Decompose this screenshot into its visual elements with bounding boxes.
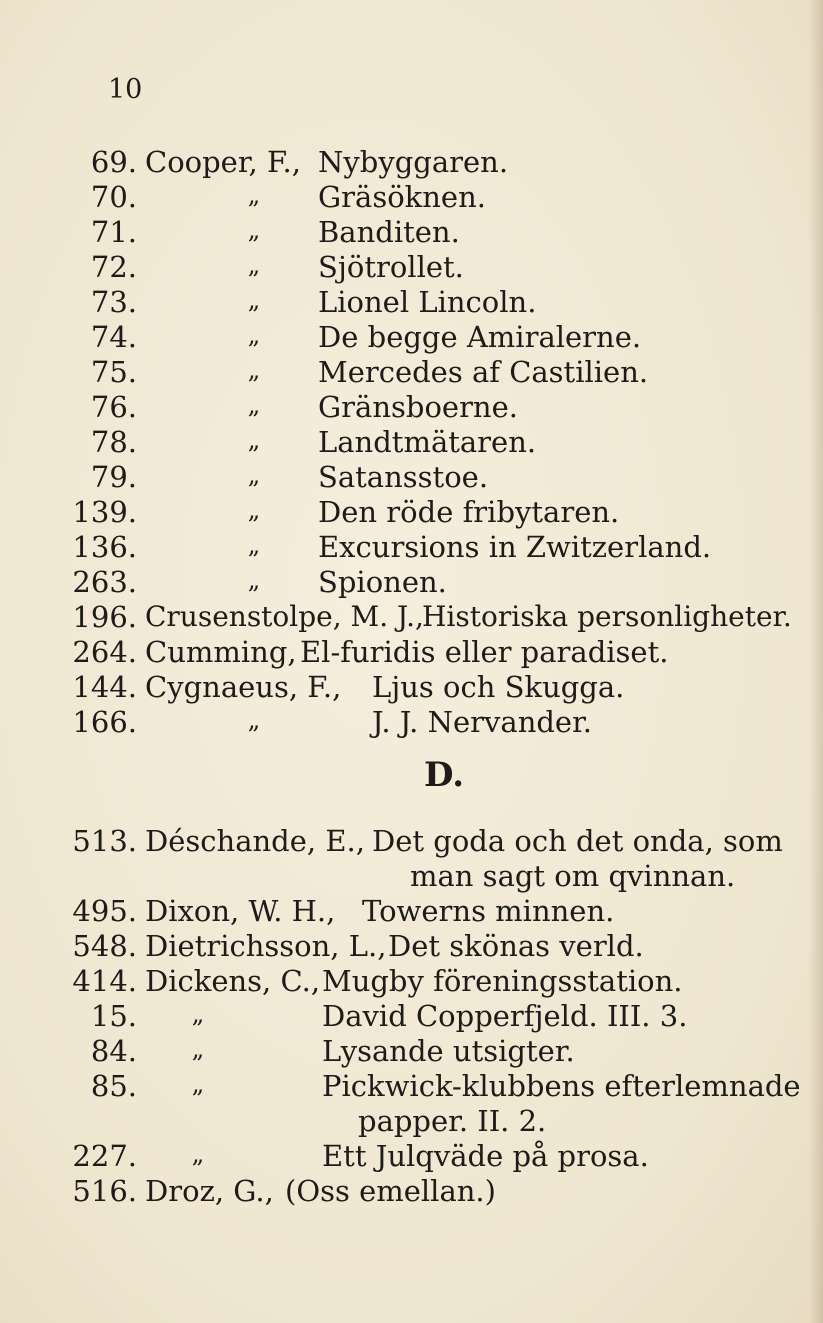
entry-number: 548.: [72, 929, 137, 963]
entry-number: 227.: [72, 1139, 137, 1173]
ditto-mark: „: [247, 426, 261, 454]
entry-author: Dixon, W. H.,: [145, 894, 336, 928]
entry-author: Crusenstolpe, M. J.,: [145, 600, 424, 633]
ditto-mark: „: [191, 1035, 205, 1063]
entry-number: 15.: [90, 999, 137, 1033]
entry-author: Cygnaeus, F.,: [145, 670, 342, 704]
entry-title: Spionen.: [318, 565, 447, 599]
entry-title: Landtmätaren.: [318, 425, 537, 459]
entry-number: 76.: [90, 390, 137, 424]
entry-number: 139.: [72, 495, 137, 529]
entry-title: David Copperfjeld. III. 3.: [322, 999, 688, 1033]
entry-title: Sjötrollet.: [318, 250, 464, 284]
entry-title: Excursions in Zwitzerland.: [318, 530, 712, 564]
entry-author: Dietrichsson, L.,: [145, 929, 387, 963]
entry-number: 78.: [90, 425, 137, 459]
ditto-mark: „: [247, 286, 261, 314]
entry-title: Nybyggaren.: [318, 145, 509, 179]
entry-title: Towerns minnen.: [362, 894, 615, 928]
entry-title: Det skönas verld.: [388, 929, 644, 963]
ditto-mark: „: [247, 391, 261, 419]
entry-number: 84.: [90, 1034, 137, 1068]
ditto-mark: „: [191, 1070, 205, 1098]
entry-title: (Oss emellan.): [285, 1174, 496, 1208]
ditto-mark: „: [247, 181, 261, 209]
entry-title: Satansstoe.: [318, 460, 489, 494]
entry-number: 85.: [90, 1069, 137, 1103]
entry-number: 166.: [72, 705, 137, 739]
entry-number: 495.: [72, 894, 137, 928]
page-edge-shadow: [809, 0, 823, 1323]
ditto-mark: „: [247, 496, 261, 524]
entry-number: 196.: [72, 600, 137, 634]
entry-title: Pickwick-klubbens efterlemnade: [322, 1069, 801, 1103]
entry-number: 136.: [72, 530, 137, 564]
ditto-mark: „: [247, 531, 261, 559]
ditto-mark: „: [247, 251, 261, 279]
entry-number: 74.: [90, 320, 137, 354]
ditto-mark: „: [247, 706, 261, 734]
entry-author: Cooper, F.,: [145, 145, 301, 179]
entry-number: 414.: [72, 964, 137, 998]
entry-title-continuation: man sagt om qvinnan.: [410, 859, 736, 893]
entry-title: Ett Julqväde på prosa.: [322, 1139, 649, 1173]
section-heading-letter: D.: [424, 755, 465, 795]
entry-author: Déschande, E.,: [145, 824, 365, 858]
ditto-mark: „: [247, 321, 261, 349]
entry-author: Droz, G.,: [145, 1174, 274, 1208]
entry-title: Banditen.: [318, 215, 460, 249]
entry-title: Lionel Lincoln.: [318, 285, 537, 319]
entry-number: 69.: [90, 145, 137, 179]
entry-title: De begge Amiralerne.: [318, 320, 642, 354]
entry-title: Ljus och Skugga.: [372, 670, 625, 704]
entry-number: 71.: [90, 215, 137, 249]
ditto-mark: „: [247, 566, 261, 594]
entry-title: Den röde fribytaren.: [318, 495, 620, 529]
ditto-mark: „: [247, 461, 261, 489]
entry-title: Det goda och det onda, som: [372, 824, 783, 858]
entry-number: 516.: [72, 1174, 137, 1208]
entry-title: El-furidis eller paradiset.: [300, 635, 669, 669]
entry-title-continuation: papper. II. 2.: [358, 1104, 547, 1138]
entry-author: Dickens, C.,: [145, 964, 321, 998]
entry-number: 73.: [90, 285, 137, 319]
entry-number: 72.: [90, 250, 137, 284]
ditto-mark: „: [191, 1140, 205, 1168]
entry-title: Gränsboerne.: [318, 390, 518, 424]
entry-title: Historiska personligheter.: [422, 600, 792, 633]
entry-title: Lysande utsigter.: [322, 1034, 575, 1068]
entry-number: 79.: [90, 460, 137, 494]
entry-title: Mugby föreningsstation.: [322, 964, 683, 998]
entry-number: 70.: [90, 180, 137, 214]
entry-number: 513.: [72, 824, 137, 858]
entry-author: Cumming,: [145, 635, 297, 669]
entry-number: 75.: [90, 355, 137, 389]
ditto-mark: „: [247, 216, 261, 244]
ditto-mark: „: [247, 356, 261, 384]
entry-number: 144.: [72, 670, 137, 704]
entry-number: 264.: [72, 635, 137, 669]
ditto-mark: „: [191, 1000, 205, 1028]
page-number: 10: [108, 74, 143, 105]
entry-number: 263.: [72, 565, 137, 599]
entry-title: Gräsöknen.: [318, 180, 486, 214]
entry-title: J. J. Nervander.: [372, 705, 592, 739]
entry-title: Mercedes af Castilien.: [318, 355, 649, 389]
